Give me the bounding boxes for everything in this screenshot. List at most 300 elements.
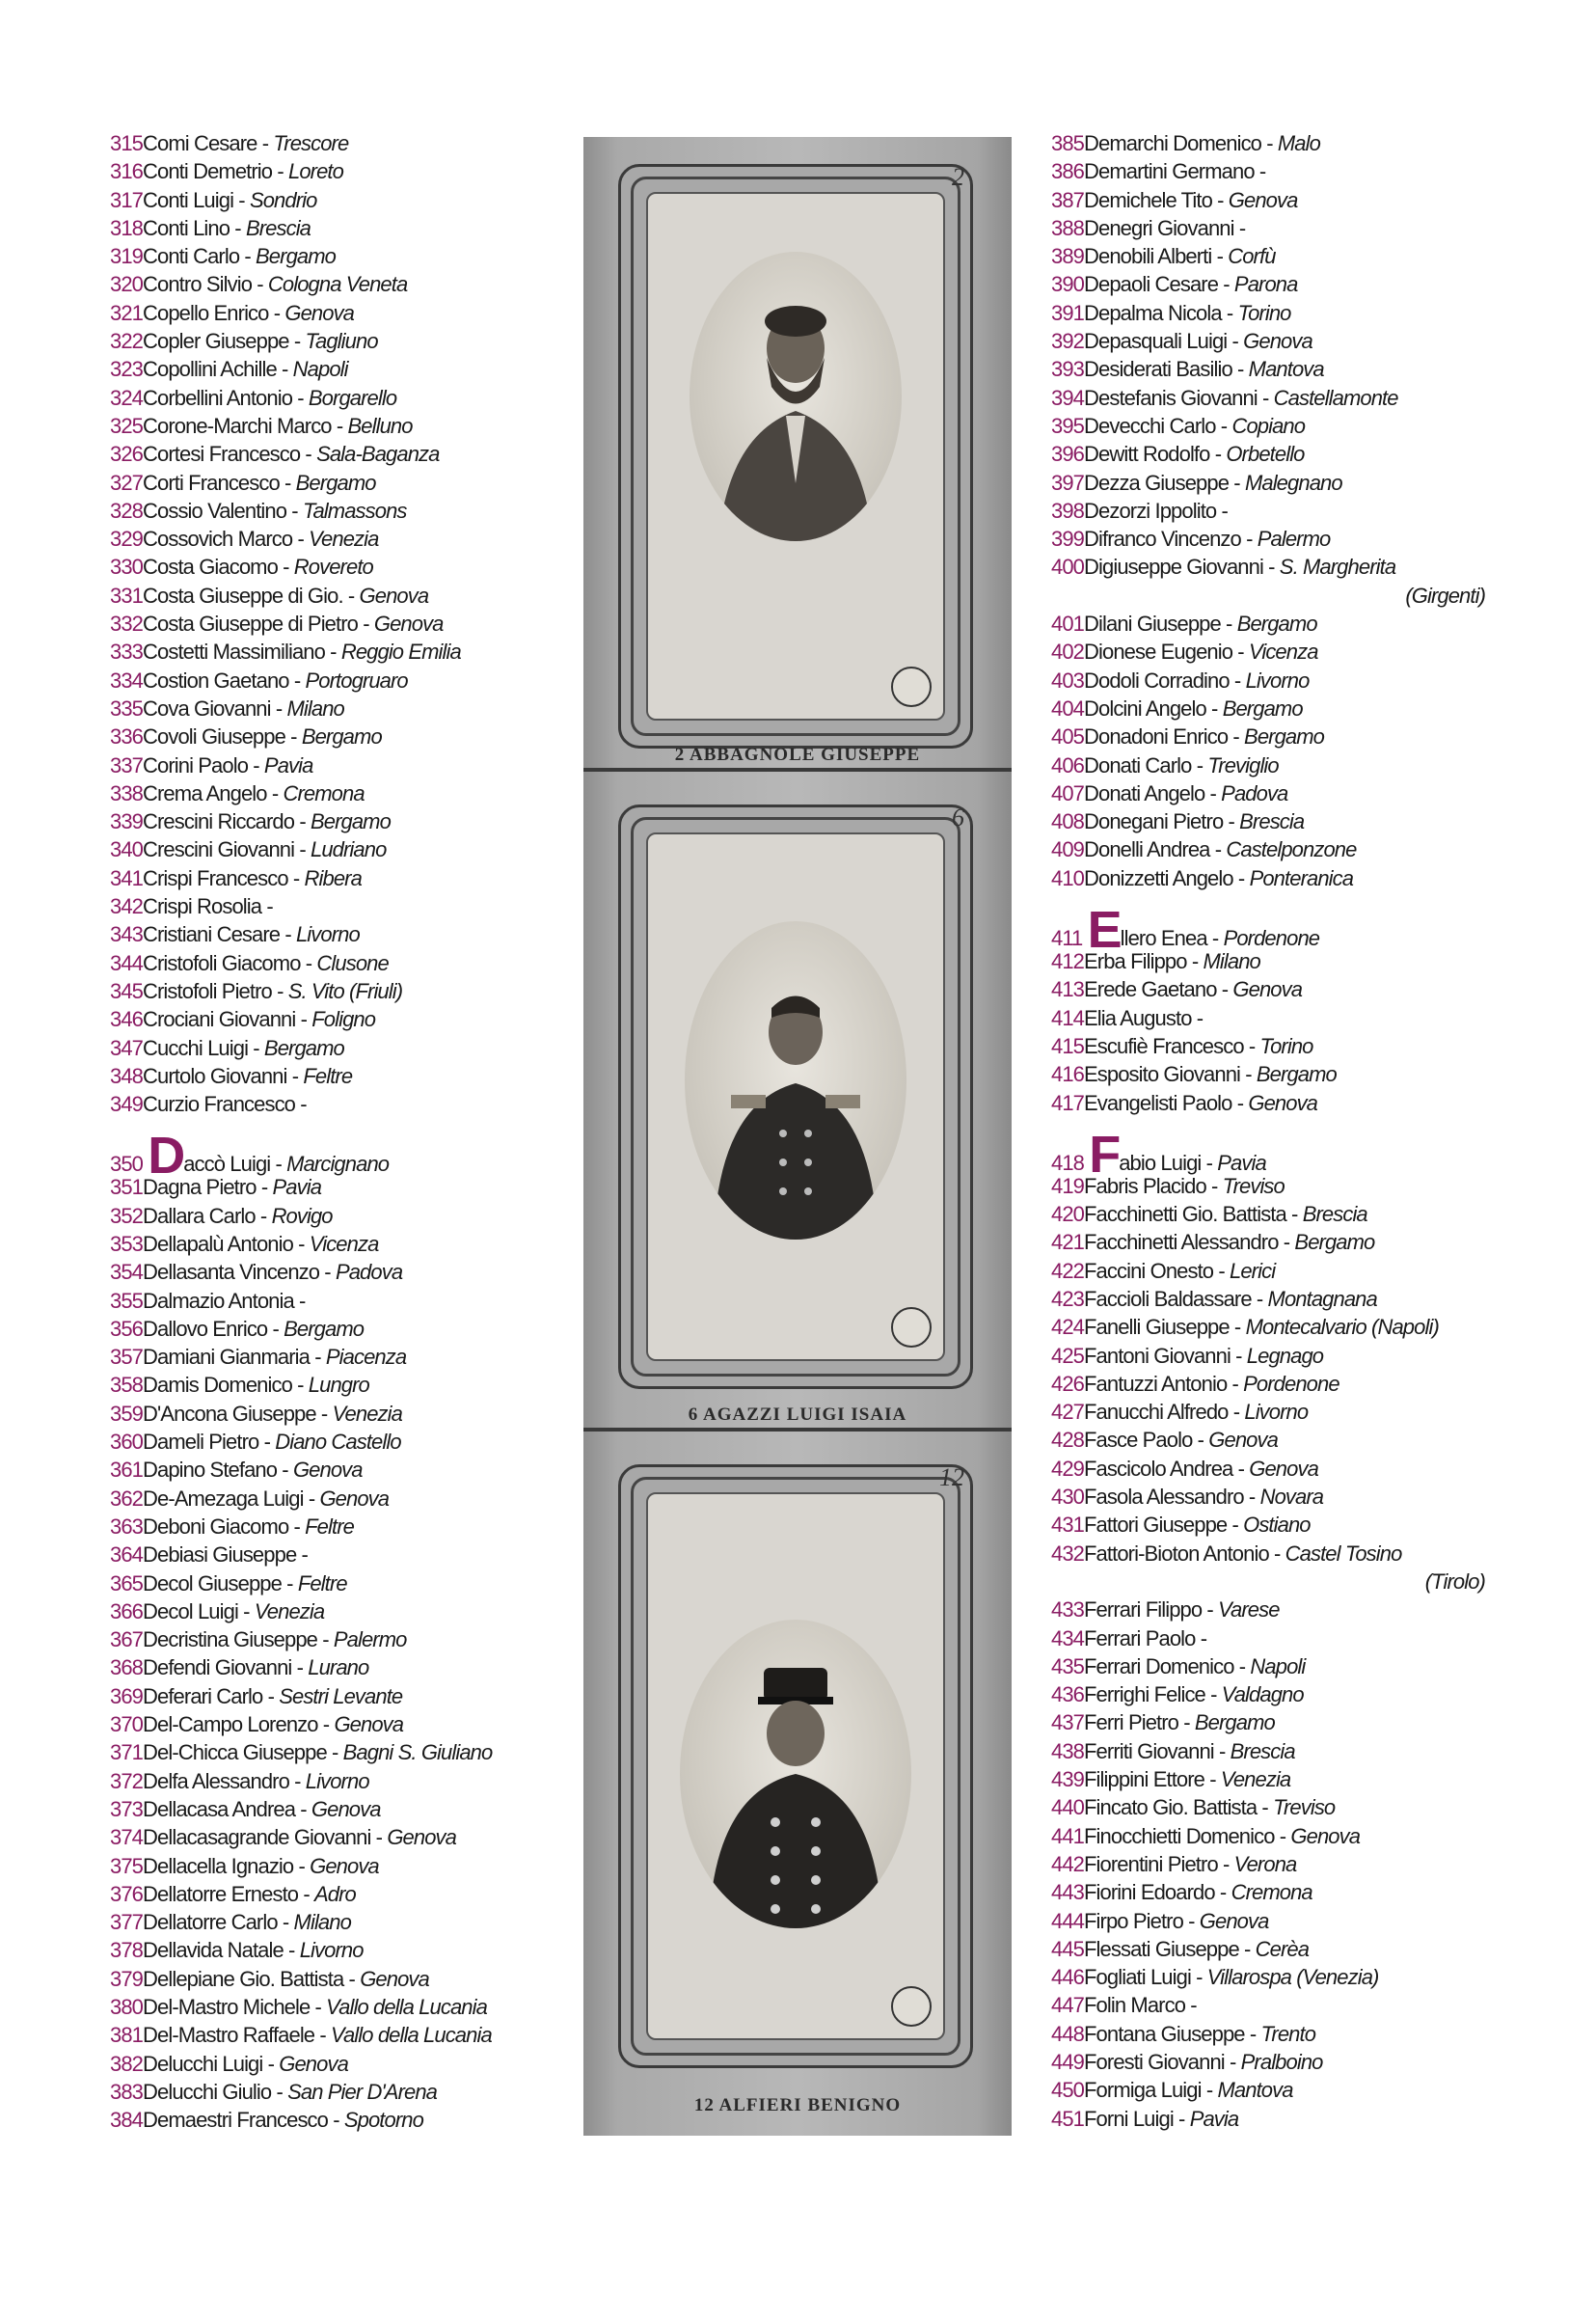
photo-divider bbox=[583, 1428, 1012, 1432]
birthplace: Milano bbox=[286, 695, 344, 721]
birthplace: Portogruaro bbox=[305, 668, 408, 693]
birthplace: Malegnano bbox=[1244, 470, 1342, 495]
birthplace: Bergamo bbox=[1194, 1710, 1275, 1735]
list-item: 408Donegani Pietro - Brescia bbox=[1051, 809, 1305, 834]
entry-number: 316 bbox=[110, 159, 144, 184]
entry-number: 384 bbox=[110, 2108, 144, 2133]
person-name: Curtolo Giovanni bbox=[143, 1063, 287, 1088]
list-item: 393Desiderati Basilio - Mantova bbox=[1051, 357, 1324, 382]
list-item: 390Depaoli Cesare - Parona bbox=[1051, 272, 1298, 297]
entry-number: 399 bbox=[1051, 527, 1085, 552]
birthplace: Bergamo bbox=[1236, 612, 1317, 637]
person-name: Delucchi Giulio bbox=[143, 2079, 272, 2104]
list-item: 392Depasquali Luigi - Genova bbox=[1051, 329, 1312, 354]
list-item: 419Fabris Placido - Treviso bbox=[1051, 1173, 1285, 1198]
list-item: 433Ferrari Filippo - Varese bbox=[1051, 1597, 1280, 1623]
birthplace: Brescia bbox=[245, 215, 311, 240]
birthplace: Novara bbox=[1259, 1485, 1324, 1510]
person-name: Ferrighi Felice bbox=[1084, 1682, 1205, 1707]
list-item: 375Dellacella Ignazio - Genova bbox=[110, 1853, 379, 1878]
birthplace: Bergamo bbox=[1294, 1230, 1375, 1255]
entry-number: 439 bbox=[1051, 1767, 1085, 1792]
entry-number: 336 bbox=[110, 724, 144, 750]
photo-card-2 bbox=[618, 804, 973, 1389]
list-item: 446Fogliati Luigi - Villarospa (Venezia) bbox=[1051, 1965, 1379, 1990]
birthplace: Genova bbox=[373, 612, 444, 637]
list-item: 415Escufiè Francesco - Torino bbox=[1051, 1033, 1313, 1058]
entry-number: 413 bbox=[1051, 977, 1085, 1002]
birthplace: Bergamo bbox=[1256, 1062, 1337, 1087]
birthplace: Piacenza bbox=[325, 1345, 407, 1370]
list-item: 381Del-Mastro Raffaele - Vallo della Lucania bbox=[110, 2023, 492, 2048]
entry-number: 331 bbox=[110, 583, 144, 608]
person-name: Delucchi Luigi bbox=[143, 2051, 263, 2076]
birthplace: Livorno bbox=[1245, 668, 1310, 693]
person-name: Fontana Giuseppe bbox=[1084, 2021, 1245, 2046]
list-item: 325Corone-Marchi Marco - Belluno bbox=[110, 413, 413, 438]
list-item: 363Deboni Giacomo - Feltre bbox=[110, 1514, 354, 1539]
card-corner-number: 2 bbox=[952, 163, 964, 191]
person-name: Finocchietti Domenico bbox=[1084, 1823, 1275, 1848]
list-item: 339Crescini Riccardo - Bergamo bbox=[110, 809, 391, 834]
person-name: Esposito Giovanni bbox=[1084, 1062, 1241, 1087]
list-item: 403Dodoli Corradino - Livorno bbox=[1051, 668, 1310, 693]
list-item: 399Difranco Vincenzo - Palermo bbox=[1051, 527, 1331, 552]
birthplace: S. Margherita bbox=[1279, 555, 1396, 580]
entry-number: 400 bbox=[1051, 555, 1085, 580]
birthplace: Rovigo bbox=[271, 1203, 333, 1228]
birthplace: Pralboino bbox=[1240, 2050, 1323, 2074]
person-name: Costa Giuseppe di Pietro bbox=[143, 612, 358, 637]
section-initial: D bbox=[148, 1127, 184, 1186]
list-item: 406Donati Carlo - Treviglio bbox=[1051, 752, 1279, 777]
birthplace: Livorno bbox=[295, 922, 360, 947]
person-name: Dodoli Corradino bbox=[1084, 668, 1230, 693]
entry-number: 341 bbox=[110, 865, 144, 890]
person-name: Dellapalù Antonio bbox=[143, 1231, 293, 1256]
entry-number: 363 bbox=[110, 1514, 144, 1539]
person-name: Donati Angelo bbox=[1084, 780, 1205, 805]
person-name: Costa Giuseppe di Gio. bbox=[143, 583, 343, 608]
entry-number: 342 bbox=[110, 894, 144, 919]
person-name: Cortesi Francesco bbox=[143, 442, 301, 467]
entry-number: 332 bbox=[110, 612, 144, 637]
list-item: 441Finocchietti Domenico - Genova bbox=[1051, 1823, 1361, 1848]
birthplace: Sestri Levante bbox=[279, 1683, 403, 1708]
person-name: Dilani Giuseppe bbox=[1084, 612, 1221, 637]
person-name: Faccini Onesto bbox=[1084, 1258, 1214, 1283]
list-item: 430Fasola Alessandro - Novara bbox=[1051, 1485, 1324, 1510]
person-name: Copello Enrico bbox=[143, 300, 269, 325]
list-item: 436Ferrighi Felice - Valdagno bbox=[1051, 1682, 1304, 1707]
person-name: Fantoni Giovanni bbox=[1084, 1343, 1231, 1368]
list-item: 347Cucchi Luigi - Bergamo bbox=[110, 1035, 344, 1060]
list-item: 376Dellatorre Ernesto - Adro bbox=[110, 1881, 356, 1906]
list-item: 334Costion Gaetano - Portogruaro bbox=[110, 668, 408, 693]
list-item: 364Debiasi Giuseppe - bbox=[110, 1542, 308, 1568]
person-name: Decol Giuseppe bbox=[143, 1570, 282, 1595]
person-name: Dalmazio Antonia bbox=[143, 1288, 294, 1313]
person-name: Dellacella Ignazio bbox=[143, 1853, 294, 1878]
birthplace: Vallo della Lucania bbox=[331, 2023, 492, 2048]
list-item: 404Dolcini Angelo - Bergamo bbox=[1051, 695, 1303, 721]
list-item: 396Dewitt Rodolfo - Orbetello bbox=[1051, 442, 1305, 467]
list-item: 331Costa Giuseppe di Gio. - Genova bbox=[110, 583, 429, 608]
entry-number: 419 bbox=[1051, 1173, 1085, 1198]
entry-number: 434 bbox=[1051, 1625, 1085, 1650]
entry-number: 373 bbox=[110, 1796, 144, 1821]
birthplace: Marcignano bbox=[286, 1152, 390, 1177]
person-name: Dionese Eugenio bbox=[1084, 640, 1233, 665]
entry-number: 374 bbox=[110, 1825, 144, 1850]
birthplace: Varese bbox=[1218, 1597, 1280, 1623]
list-item: 355Dalmazio Antonia - bbox=[110, 1288, 306, 1313]
entry-number: 414 bbox=[1051, 1005, 1085, 1030]
birthplace: Pavia bbox=[263, 752, 313, 777]
entry-number: 376 bbox=[110, 1881, 144, 1906]
birthplace: Genova bbox=[292, 1458, 363, 1483]
person-name: Crispi Francesco bbox=[143, 865, 288, 890]
person-name: Fincato Gio. Battista bbox=[1084, 1795, 1258, 1820]
entry-number: 378 bbox=[110, 1938, 144, 1963]
list-item: 423Faccioli Baldassare - Montagnana bbox=[1051, 1286, 1377, 1311]
list-item: 360Dameli Pietro - Diano Castello bbox=[110, 1430, 401, 1455]
birthplace: Genova bbox=[279, 2051, 348, 2076]
list-item: 447Folin Marco - bbox=[1051, 1993, 1197, 2018]
entry-number: 447 bbox=[1051, 1993, 1085, 2018]
birthplace: Castel Tosino bbox=[1285, 1541, 1402, 1566]
entry-number: 388 bbox=[1051, 215, 1085, 240]
person-name: Devecchi Carlo bbox=[1084, 413, 1216, 438]
list-item: 426Fantuzzi Antonio - Pordenone bbox=[1051, 1371, 1339, 1396]
person-name: Copler Giuseppe bbox=[143, 329, 289, 354]
list-item: 389Denobili Alberti - Corfù bbox=[1051, 244, 1276, 269]
person-name: D'Ancona Giuseppe bbox=[143, 1401, 316, 1426]
birthplace: Mantova bbox=[1248, 357, 1324, 382]
entry-number: 322 bbox=[110, 329, 144, 354]
list-item: 384Demaestri Francesco - Spotorno bbox=[110, 2108, 423, 2133]
list-item: 451Forni Luigi - Pavia bbox=[1051, 2106, 1239, 2131]
list-item: 333Costetti Massimiliano - Reggio Emilia bbox=[110, 640, 461, 665]
entry-number: 420 bbox=[1051, 1202, 1085, 1227]
list-item: 315Comi Cesare - Trescore bbox=[110, 131, 349, 155]
portrait-3 bbox=[680, 1620, 911, 1928]
person-name: Damiani Gianmaria bbox=[143, 1345, 311, 1370]
birthplace: Castellamonte bbox=[1273, 385, 1398, 410]
list-item: 374Dellacasagrande Giovanni - Genova bbox=[110, 1825, 456, 1850]
entry-number: 397 bbox=[1051, 470, 1085, 495]
section-initial: F bbox=[1089, 1125, 1120, 1184]
birthplace: Clusone bbox=[316, 950, 389, 975]
person-name: Delfa Alessandro bbox=[143, 1768, 289, 1793]
person-name: Fabris Placido bbox=[1084, 1173, 1206, 1198]
entry-number: 440 bbox=[1051, 1795, 1085, 1820]
birthplace: Villarospa (Venezia) bbox=[1206, 1965, 1379, 1990]
entry-number: 436 bbox=[1051, 1682, 1085, 1707]
list-item: 386Demartini Germano - bbox=[1051, 159, 1266, 184]
person-name: Demartini Germano bbox=[1084, 159, 1255, 184]
birthplace: Belluno bbox=[347, 413, 413, 438]
entry-number: 390 bbox=[1051, 272, 1085, 297]
person-name: Fattori Giuseppe bbox=[1084, 1513, 1228, 1538]
person-name: Dapino Stefano bbox=[143, 1458, 278, 1483]
entry-number: 417 bbox=[1051, 1090, 1085, 1115]
birthplace: Treviglio bbox=[1207, 752, 1279, 777]
list-item: 327Corti Francesco - Bergamo bbox=[110, 470, 376, 495]
list-item: 344Cristofoli Giacomo - Clusone bbox=[110, 950, 389, 975]
birthplace: Venezia bbox=[254, 1598, 325, 1623]
person-name: Curzio Francesco bbox=[143, 1092, 296, 1117]
birthplace: Sondrio bbox=[249, 187, 317, 212]
list-item: 385Demarchi Domenico - Malo bbox=[1051, 131, 1320, 155]
birthplace: Livorno bbox=[305, 1768, 369, 1793]
person-name: Escufiè Francesco bbox=[1084, 1033, 1244, 1058]
list-item: 319Conti Carlo - Bergamo bbox=[110, 244, 336, 269]
birthplace: Adro bbox=[313, 1881, 356, 1906]
entry-number: 432 bbox=[1051, 1541, 1085, 1566]
entry-number: 333 bbox=[110, 640, 144, 665]
list-item: 379Dellepiane Gio. Battista - Genova bbox=[110, 1966, 429, 1991]
person-name: Evangelisti Paolo bbox=[1084, 1090, 1232, 1115]
entry-number: 426 bbox=[1051, 1371, 1085, 1396]
person-name: Cristofoli Pietro bbox=[143, 978, 272, 1003]
list-item: 345Cristofoli Pietro - S. Vito (Friuli) bbox=[110, 978, 403, 1003]
list-item: 401Dilani Giuseppe - Bergamo bbox=[1051, 612, 1317, 637]
birthplace: Tagliuno bbox=[305, 329, 378, 354]
birthplace: Genova bbox=[1248, 1090, 1318, 1115]
entry-number: 385 bbox=[1051, 131, 1085, 155]
entry-number: 362 bbox=[110, 1486, 144, 1511]
person-name: Dolcini Angelo bbox=[1084, 695, 1206, 721]
birthplace: Palermo bbox=[1257, 527, 1331, 552]
person-name: Fiorini Edoardo bbox=[1084, 1880, 1215, 1905]
person-name: Flessati Giuseppe bbox=[1084, 1936, 1239, 1961]
portrait-1 bbox=[690, 252, 902, 541]
list-item: 434Ferrari Paolo - bbox=[1051, 1625, 1207, 1650]
person-name: Corbellini Antonio bbox=[143, 385, 293, 410]
entry-number: 337 bbox=[110, 752, 144, 777]
birthplace: Parona bbox=[1233, 272, 1298, 297]
birthplace: Genova bbox=[284, 300, 355, 325]
photo-caption-2: 6 AGAZZI LUIGI ISAIA bbox=[688, 1404, 907, 1425]
person-name: Fantuzzi Antonio bbox=[1084, 1371, 1228, 1396]
person-name: Costetti Massimiliano bbox=[143, 640, 325, 665]
birthplace: Bergamo bbox=[295, 470, 376, 495]
entry-number: 405 bbox=[1051, 724, 1085, 750]
list-item: 445Flessati Giuseppe - Cerèa bbox=[1051, 1936, 1310, 1961]
entry-number: 346 bbox=[110, 1007, 144, 1032]
entry-number: 386 bbox=[1051, 159, 1085, 184]
person-name: Cristofoli Giacomo bbox=[143, 950, 301, 975]
entry-number: 396 bbox=[1051, 442, 1085, 467]
person-name: Covoli Giuseppe bbox=[143, 724, 285, 750]
birthplace: Lerici bbox=[1230, 1258, 1276, 1283]
person-name: Forni Luigi bbox=[1084, 2106, 1174, 2131]
birthplace: Ribera bbox=[304, 865, 362, 890]
entry-number: 357 bbox=[110, 1345, 144, 1370]
entry-number: 394 bbox=[1051, 385, 1085, 410]
entry-number: 442 bbox=[1051, 1851, 1085, 1876]
entry-number: 351 bbox=[110, 1175, 144, 1200]
entry-number: 431 bbox=[1051, 1513, 1085, 1538]
person-name: abio Luigi bbox=[1119, 1150, 1202, 1175]
person-name: Decristina Giuseppe bbox=[143, 1627, 318, 1652]
list-item: 383Delucchi Giulio - San Pier D'Arena bbox=[110, 2079, 437, 2104]
person-name: Ferrari Filippo bbox=[1084, 1597, 1203, 1623]
person-name: Ferriti Giovanni bbox=[1084, 1738, 1214, 1763]
person-name: Fascicolo Andrea bbox=[1084, 1456, 1233, 1481]
list-item: 414Elia Augusto - bbox=[1051, 1005, 1204, 1030]
list-item: 407Donati Angelo - Padova bbox=[1051, 780, 1288, 805]
birthplace: Padova bbox=[335, 1260, 403, 1285]
list-item: 400Digiuseppe Giovanni - S. Margherita (Girgenti) bbox=[1051, 553, 1485, 610]
birthplace: Talmassons bbox=[302, 498, 407, 523]
list-item: 358Damis Domenico - Lungro bbox=[110, 1373, 369, 1398]
portrait-2 bbox=[685, 921, 906, 1240]
person-name: Costa Giacomo bbox=[143, 555, 278, 580]
birthplace: Foligno bbox=[311, 1007, 376, 1032]
list-item: 372Delfa Alessandro - Livorno bbox=[110, 1768, 369, 1793]
list-item: 366Decol Luigi - Venezia bbox=[110, 1598, 325, 1623]
entry-number: 364 bbox=[110, 1542, 144, 1568]
person-name: Crescini Giovanni bbox=[143, 837, 295, 862]
birthplace: Padova bbox=[1221, 780, 1288, 805]
person-name: Demarchi Domenico bbox=[1084, 131, 1262, 155]
entry-number: 425 bbox=[1051, 1343, 1085, 1368]
person-name: Formiga Luigi bbox=[1084, 2078, 1202, 2103]
birthplace: Bagni S. Giuliano bbox=[342, 1740, 493, 1765]
entry-number: 371 bbox=[110, 1740, 144, 1765]
person-name: Facchinetti Gio. Battista bbox=[1084, 1202, 1286, 1227]
entry-number: 443 bbox=[1051, 1880, 1085, 1905]
birthplace: Trento bbox=[1260, 2021, 1316, 2046]
entry-number: 349 bbox=[110, 1092, 144, 1117]
birthplace: Genova bbox=[387, 1825, 456, 1850]
entry-number: 372 bbox=[110, 1768, 144, 1793]
person-name: Filippini Ettore bbox=[1084, 1767, 1205, 1792]
person-name: Demichele Tito bbox=[1084, 187, 1212, 212]
entry-number: 320 bbox=[110, 272, 144, 297]
person-name: Erba Filippo bbox=[1084, 949, 1187, 974]
entry-number: 383 bbox=[110, 2079, 144, 2104]
birthplace: Lungro bbox=[308, 1373, 369, 1398]
list-item: 431Fattori Giuseppe - Ostiano bbox=[1051, 1513, 1311, 1538]
list-item: 378Dellavida Natale - Livorno bbox=[110, 1938, 364, 1963]
birthplace: Vicenza bbox=[1248, 640, 1318, 665]
person-name: Donegani Pietro bbox=[1084, 809, 1224, 834]
list-item: 450Formiga Luigi - Mantova bbox=[1051, 2078, 1293, 2103]
birthplace: Genova bbox=[319, 1486, 390, 1511]
entry-number: 347 bbox=[110, 1035, 144, 1060]
entry-number: 318 bbox=[110, 215, 144, 240]
entry-number: 367 bbox=[110, 1627, 144, 1652]
birthplace: Napoli bbox=[292, 357, 348, 382]
birthplace: Genova bbox=[1208, 1428, 1278, 1453]
list-item: 368Defendi Giovanni - Lurano bbox=[110, 1655, 369, 1680]
birthplace: S. Vito (Friuli) bbox=[287, 978, 403, 1003]
birthplace: Spotorno bbox=[343, 2108, 423, 2133]
birthplace: Vicenza bbox=[309, 1231, 379, 1256]
birthplace: Ostiano bbox=[1243, 1513, 1311, 1538]
entry-number: 339 bbox=[110, 809, 144, 834]
person-name: Deboni Giacomo bbox=[143, 1514, 289, 1539]
list-item: 391Depalma Nicola - Torino bbox=[1051, 300, 1291, 325]
list-item: 362De-Amezaga Luigi - Genova bbox=[110, 1486, 390, 1511]
list-item: 341Crispi Francesco - Ribera bbox=[110, 865, 362, 890]
list-item: 328Cossio Valentino - Talmassons bbox=[110, 498, 407, 523]
person-name: Fanelli Giuseppe bbox=[1084, 1315, 1230, 1340]
person-name: Dellacasa Andrea bbox=[143, 1796, 296, 1821]
list-item: 338Crema Angelo - Cremona bbox=[110, 780, 365, 805]
entry-number: 334 bbox=[110, 668, 144, 693]
section-gap bbox=[1051, 1117, 1485, 1126]
entry-number: 402 bbox=[1051, 640, 1085, 665]
list-item: 409Donelli Andrea - Castelponzone bbox=[1051, 837, 1357, 862]
list-item: 398Dezorzi Ippolito - bbox=[1051, 498, 1228, 523]
entry-number: 375 bbox=[110, 1853, 144, 1878]
entry-number: 449 bbox=[1051, 2050, 1085, 2074]
birthplace: Copiano bbox=[1231, 413, 1306, 438]
list-item: 411 Ellero Enea - Pordenone bbox=[1051, 901, 1320, 960]
list-item: 330Costa Giacomo - Rovereto bbox=[110, 555, 373, 580]
photo-card-3 bbox=[618, 1464, 973, 2068]
entry-number: 435 bbox=[1051, 1653, 1085, 1678]
entry-number: 445 bbox=[1051, 1936, 1085, 1961]
entry-number: 377 bbox=[110, 1910, 144, 1935]
birthplace: Verona bbox=[1233, 1851, 1297, 1876]
birthplace: Genova bbox=[1232, 977, 1303, 1002]
entry-number: 335 bbox=[110, 695, 144, 721]
person-name: Dellatorre Carlo bbox=[143, 1910, 278, 1935]
entry-number: 356 bbox=[110, 1316, 144, 1341]
birthplace: Cologna Veneta bbox=[267, 272, 408, 297]
list-item: 316Conti Demetrio - Loreto bbox=[110, 159, 343, 184]
birthplace: Treviso bbox=[1273, 1795, 1336, 1820]
birthplace: Reggio Emilia bbox=[340, 640, 461, 665]
person-name: Destefanis Giovanni bbox=[1084, 385, 1258, 410]
birthplace: Ludriano bbox=[310, 837, 387, 862]
entry-number: 352 bbox=[110, 1203, 144, 1228]
birthplace: Torino bbox=[1259, 1033, 1313, 1058]
person-name: Donati Carlo bbox=[1084, 752, 1192, 777]
card-corner-number: 12 bbox=[939, 1463, 964, 1491]
list-item: 444Firpo Pietro - Genova bbox=[1051, 1908, 1269, 1933]
person-name: accò Luigi bbox=[183, 1152, 271, 1177]
birthplace: Genova bbox=[1228, 187, 1298, 212]
person-name: De-Amezaga Luigi bbox=[143, 1486, 304, 1511]
list-item: 437Ferri Pietro - Bergamo bbox=[1051, 1710, 1275, 1735]
birthplace: Genova bbox=[1199, 1908, 1269, 1933]
birthplace-continuation: (Tirolo) bbox=[1424, 1568, 1485, 1594]
list-item: 443Fiorini Edoardo - Cremona bbox=[1051, 1880, 1312, 1905]
birthplace: Genova bbox=[1249, 1456, 1318, 1481]
list-item: 442Fiorentini Pietro - Verona bbox=[1051, 1851, 1297, 1876]
person-name: Crociani Giovanni bbox=[143, 1007, 296, 1032]
entry-number: 404 bbox=[1051, 695, 1085, 721]
person-name: Firpo Pietro bbox=[1084, 1908, 1183, 1933]
entry-number: 324 bbox=[110, 385, 144, 410]
list-item: 416Esposito Giovanni - Bergamo bbox=[1051, 1062, 1337, 1087]
birthplace: Genova bbox=[311, 1796, 381, 1821]
list-item: 352Dallara Carlo - Rovigo bbox=[110, 1203, 333, 1228]
person-name: Del-Mastro Raffaele bbox=[143, 2023, 315, 2048]
person-name: Denegri Giovanni bbox=[1084, 215, 1234, 240]
entry-number: 317 bbox=[110, 187, 144, 212]
entry-number: 369 bbox=[110, 1683, 144, 1708]
list-item: 369Deferari Carlo - Sestri Levante bbox=[110, 1683, 403, 1708]
entry-number: 380 bbox=[110, 1995, 144, 2019]
birthplace: Pavia bbox=[1217, 1150, 1266, 1175]
